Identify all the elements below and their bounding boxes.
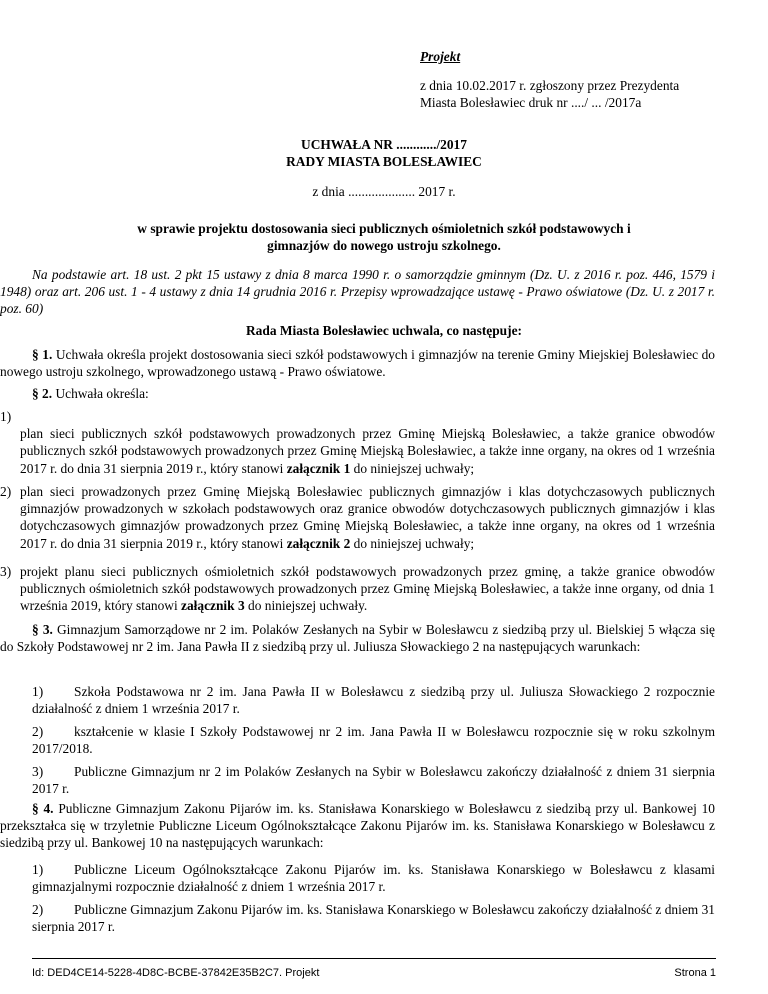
resolution-date: z dnia .................... 2017 r.	[312, 184, 456, 199]
council-name: RADY MIASTA BOLESŁAWIEC	[286, 154, 482, 169]
paragraph-3	[0, 621, 715, 655]
list-item-number: 2)	[0, 484, 12, 499]
legal-basis: Na podstawie art. 18 ust. 2 pkt 15 ustawy z dnia 8 marca 1990 r. o samorządzie gminnym (Dz. U. z 2016 r. poz. 446, 1579 i 1948) oraz art. 206 ust. 1 - 4 ustawy z dnia 14 grudnia 2016 r. Przepisy wprowadzające ustawę - Prawo oświatowe (Dz. U. z 2017 r. poz. 60)	[0, 267, 715, 317]
list-item-number: 1)	[32, 684, 44, 699]
attachment-ref: załącznik 3	[181, 598, 245, 614]
page-number: Strona 1	[674, 967, 716, 979]
attachment-ref: załącznik 2	[286, 535, 351, 551]
projekt-label: Projekt	[420, 49, 461, 64]
list-item-tail: do niniejszej uchwały.	[248, 598, 368, 614]
list-item	[32, 861, 715, 895]
paragraph-1	[0, 346, 715, 380]
paragraph-3-label: § 3.	[32, 622, 53, 637]
paragraph-2-text: Uchwała określa:	[55, 386, 149, 401]
list-item-number: 2)	[32, 902, 44, 917]
list-item-text: projekt planu sieci publicznych ośmioletnich szkół podstawowych prowadzonych przez gminę, a także granice obwodów publicznych ośmioletnich szkół podstawowych prowadzonych przez Gminę Miejską Bolesławiec, a także inne organy, od dnia 1 września 2019, który stanowi	[20, 564, 715, 614]
attachment-ref: załącznik 1	[286, 460, 351, 476]
resolution-number: UCHWAŁA NR ............/2017	[301, 137, 467, 152]
list-item-text: Publiczne Liceum Ogólnokształcące Zakonu Pijarów im. ks. Stanisława Konarskiego w Bolesławcu z klasami gimnazjalnymi rozpocznie działalność z dniem 1 września 2017 r.	[32, 862, 715, 895]
list-item	[32, 901, 715, 935]
list-item-tail: do niniejszej uchwały;	[353, 460, 475, 476]
projekt-note-line1: z dnia 10.02.2017 r. zgłoszony przez Prezydenta	[420, 78, 680, 93]
paragraph-3-text: Gimnazjum Samorządowe nr 2 im. Polaków Zesłanych na Sybir w Bolesławcu z siedzibą przy ul. Bielskiej 5 włącza się do Szkoły Podstawowej nr 2 im. Jana Pawła II z siedzibą przy ul. Juliusza Słowackiego 2 na następujących warunkach:	[0, 622, 715, 655]
paragraph-1-text: Uchwała określa projekt dostosowania sieci szkół podstawowych i gimnazjów na terenie Gminy Miejskiej Bolesławiec do nowego ustroju szkolnego, wprowadzonego ustawą - Prawo oświatowe.	[0, 347, 715, 380]
list-item	[32, 683, 715, 717]
list-item-text: Szkoła Podstawowa nr 2 im. Jana Pawła II w Bolesławcu z siedzibą przy ul. Juliusza Słowackiego 2 rozpocznie działalność z dniem 1 września 2017 r.	[32, 684, 715, 717]
list-item-text: Publiczne Gimnazjum nr 2 im Polaków Zesłanych na Sybir w Bolesławcu zakończy działalność z dniem 31 sierpnia 2017 r.	[32, 764, 715, 797]
list-item-number: 1)	[0, 409, 12, 424]
list-item-text: plan sieci prowadzonych przez Gminę Miejską Bolesławiec publicznych gimnazjów i klas dotychczasowych publicznych gimnazjów prowadzonych w szkołach podstawowych oraz granice obwodów dotychczasowych publicznych gimnazjów i klas dotychczasowych gimnazjów prowadzonych przez Gminę Miejską Bolesławiec, a także inne organy, na okres od 1 września 2017 r. do dnia 31 sierpnia 2019 r., który stanowi	[20, 484, 715, 551]
list-item-number: 1)	[32, 862, 44, 877]
paragraph-2-label: § 2.	[32, 386, 53, 401]
list-item-tail: do niniejszej uchwały;	[353, 535, 475, 551]
list-item-number: 2)	[32, 724, 44, 739]
paragraph-2	[32, 385, 149, 402]
list-item-text: Publiczne Gimnazjum Zakonu Pijarów im. ks. Stanisława Konarskiego w Bolesławcu zakończy działalność z dniem 31 sierpnia 2017 r.	[32, 902, 715, 935]
list-item-text: plan sieci publicznych szkół podstawowych prowadzonych przez Gminę Miejską Bolesławiec, a także granice obwodów publicznych szkół podstawowych prowadzonych przez Gminę Miejską Bolesławiec, a także inne organy, na okres od 1 września 2017 r. do dnia 31 sierpnia 2019 r., który stanowi	[20, 426, 715, 476]
resolves-statement: Rada Miasta Bolesławiec uchwala, co następuje:	[246, 323, 522, 338]
document-id: Id: DED4CE14-5228-4D8C-BCBE-37842E35B2C7. Projekt	[32, 967, 320, 979]
paragraph-1-label: § 1.	[32, 347, 53, 362]
list-item	[32, 723, 715, 757]
list-item	[0, 563, 715, 615]
projekt-note-line2: Miasta Bolesławiec druk nr ..../ ... /2017a	[420, 95, 642, 110]
list-item-text: kształcenie w klasie I Szkoły Podstawowej nr 2 im. Jana Pawła II w Bolesławcu rozpocznie się w roku szkolnym 2017/2018.	[32, 724, 715, 757]
list-item	[32, 763, 715, 797]
list-item-number: 3)	[32, 764, 44, 779]
resolution-subject: w sprawie projektu dostosowania sieci publicznych ośmioletnich szkół podstawowych i gimnazjów do nowego ustroju szkolnego.	[137, 221, 631, 254]
paragraph-4-text: Publiczne Gimnazjum Zakonu Pijarów im. ks. Stanisława Konarskiego w Bolesławcu z siedzibą przy ul. Bankowej 10 przekształca się w trzyletnie Publiczne Liceum Ogólnokształcące Zakonu Pijarów im. ks. Stanisława Konarskiego w Bolesławcu z siedzibą przy ul. Bankowej 10 na następujących warunkach:	[0, 801, 715, 851]
list-item	[0, 483, 715, 552]
paragraph-4	[0, 800, 715, 852]
list-item	[0, 408, 715, 477]
paragraph-4-label: § 4.	[32, 801, 54, 816]
footer-divider	[32, 958, 716, 959]
list-item-number: 3)	[0, 564, 12, 579]
